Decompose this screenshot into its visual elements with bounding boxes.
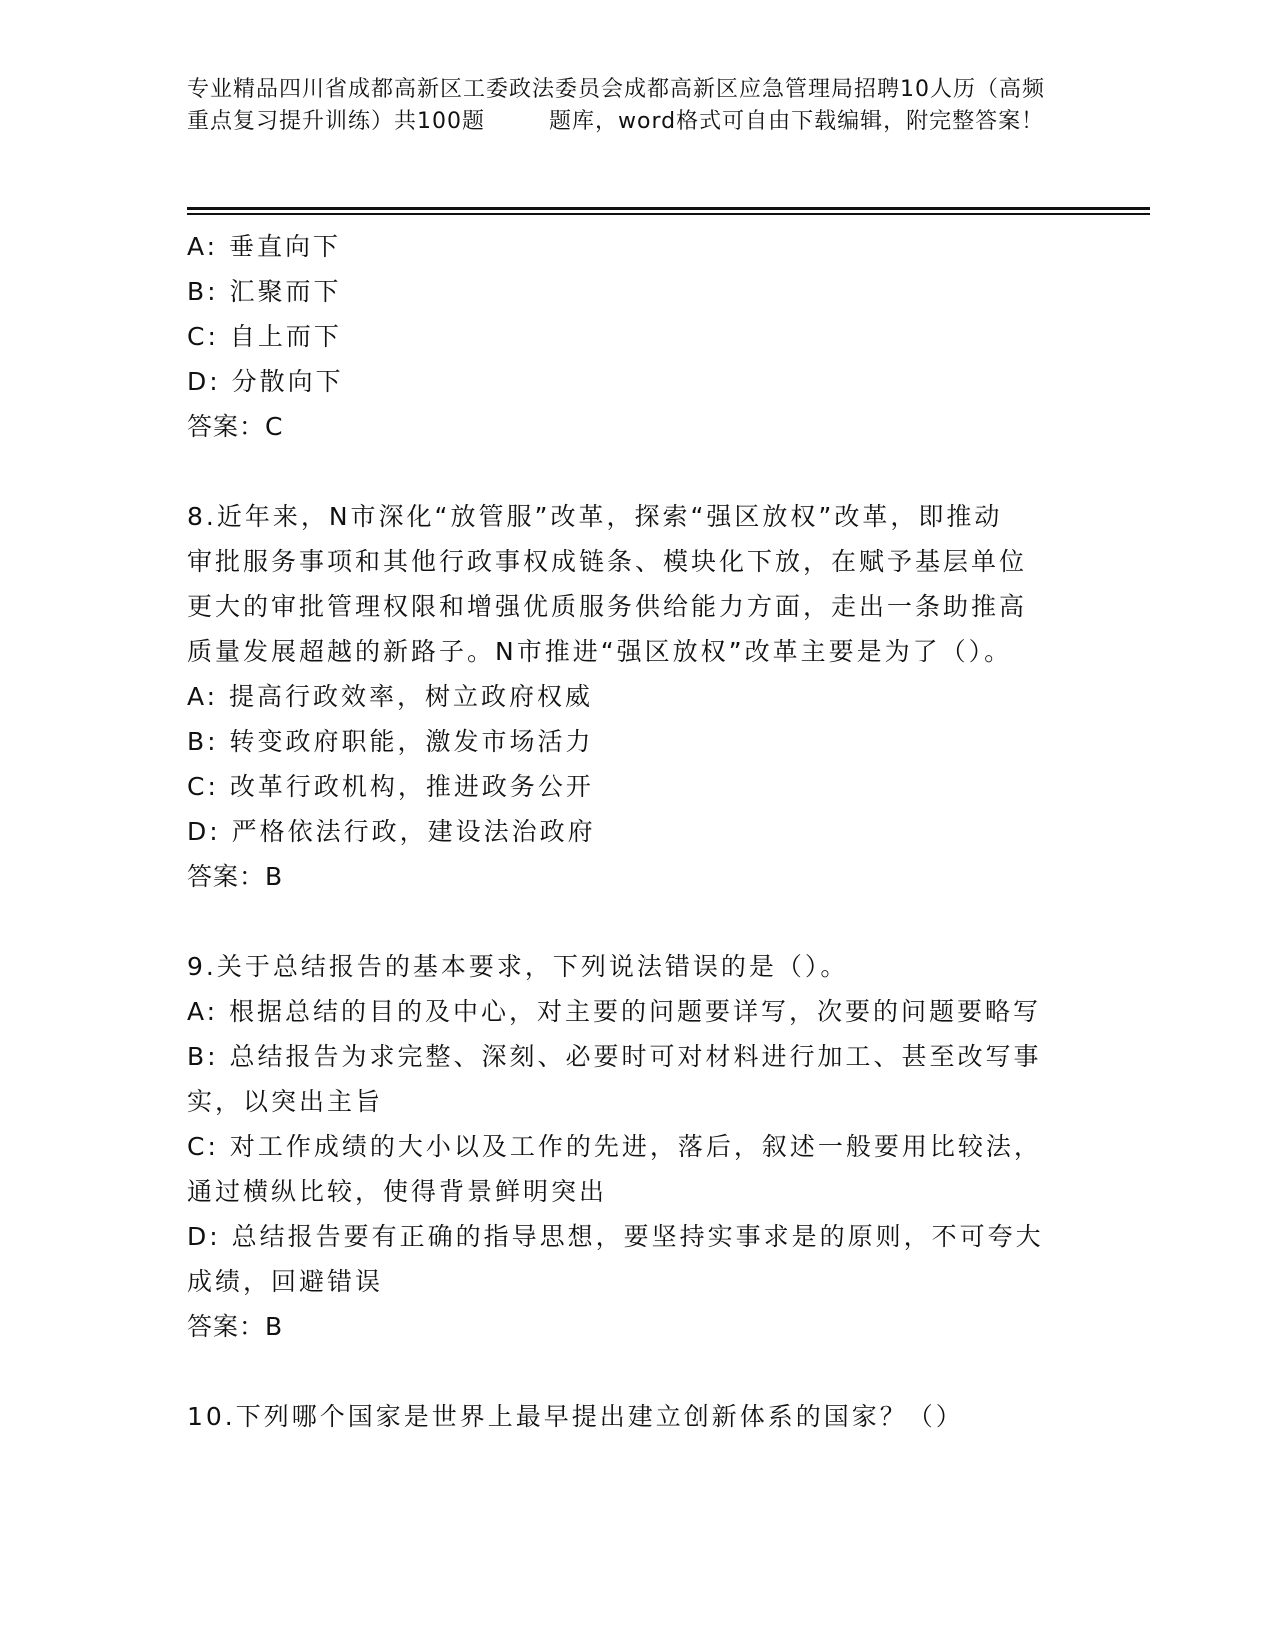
q8-option-d: D: 严格依法行政，建设法治政府 (187, 817, 596, 846)
q9-question: 9.关于总结报告的基本要求，下列说法错误的是（）。 (187, 952, 849, 981)
header-rule-thick (187, 207, 1150, 210)
header-rule-thin (187, 213, 1150, 215)
q9-option-c-line-2: 通过横纵比较，使得背景鲜明突出 (187, 1177, 608, 1206)
q7-option-d: D: 分散向下 (187, 367, 344, 396)
q8-question-line-4: 质量发展超越的新路子。N市推进“强区放权”改革主要是为了（）。 (187, 637, 1013, 666)
q9-option-d-line-1: D: 总结报告要有正确的指导思想，要坚持实事求是的原则，不可夸大 (187, 1222, 1044, 1251)
q9-option-b-line-1: B: 总结报告为求完整、深刻、必要时可对材料进行加工、甚至改写事 (187, 1042, 1042, 1071)
q8-question-line-2: 审批服务事项和其他行政事权成链条、模块化下放，在赋予基层单位 (187, 547, 1028, 576)
q8-question-line-1: 8.近年来，N市深化“放管服”改革，探索“强区放权”改革，即推动 (187, 502, 1003, 531)
spacer (187, 449, 1087, 494)
q8-question-line-3: 更大的审批管理权限和增强优质服务供给能力方面，走出一条助推高 (187, 592, 1028, 621)
question-8 (187, 494, 1087, 899)
q8-option-b: B: 转变政府职能，激发市场活力 (187, 727, 594, 756)
header-title-part2: 题库，word格式可自由下载编辑，附完整答案！ (549, 109, 1045, 134)
q7-option-c: C: 自上而下 (187, 322, 342, 351)
q10-question: 10.下列哪个国家是世界上最早提出建立创新体系的国家？（） (187, 1402, 964, 1431)
q9-option-b-line-2: 实，以突出主旨 (187, 1087, 384, 1116)
q9-answer: 答案：B (187, 1312, 284, 1341)
header-title-part1: 专业精品四川省成都高新区工委政法委员会成都高新区应急管理局招聘10人历（高频重点复习提升训练）共100题 (187, 77, 1045, 134)
q8-answer: 答案：B (187, 862, 284, 891)
document-body (187, 224, 1087, 1439)
q7-option-a: A: 垂直向下 (187, 232, 342, 261)
q7-answer: 答案：C (187, 412, 284, 441)
question-7 (187, 224, 1087, 449)
spacer (187, 1349, 1087, 1394)
q9-option-c-line-1: C: 对工作成绩的大小以及工作的先进，落后，叙述一般要用比较法， (187, 1132, 1042, 1161)
q9-option-d-line-2: 成绩，回避错误 (187, 1267, 384, 1296)
document-header (187, 74, 1067, 138)
q7-option-b: B: 汇聚而下 (187, 277, 342, 306)
question-9 (187, 944, 1087, 1349)
q9-option-a: A: 根据总结的目的及中心，对主要的问题要详写，次要的问题要略写 (187, 997, 1042, 1026)
q8-option-c: C: 改革行政机构，推进政务公开 (187, 772, 594, 801)
question-10 (187, 1394, 1087, 1439)
spacer (187, 899, 1087, 944)
q8-option-a: A: 提高行政效率，树立政府权威 (187, 682, 594, 711)
